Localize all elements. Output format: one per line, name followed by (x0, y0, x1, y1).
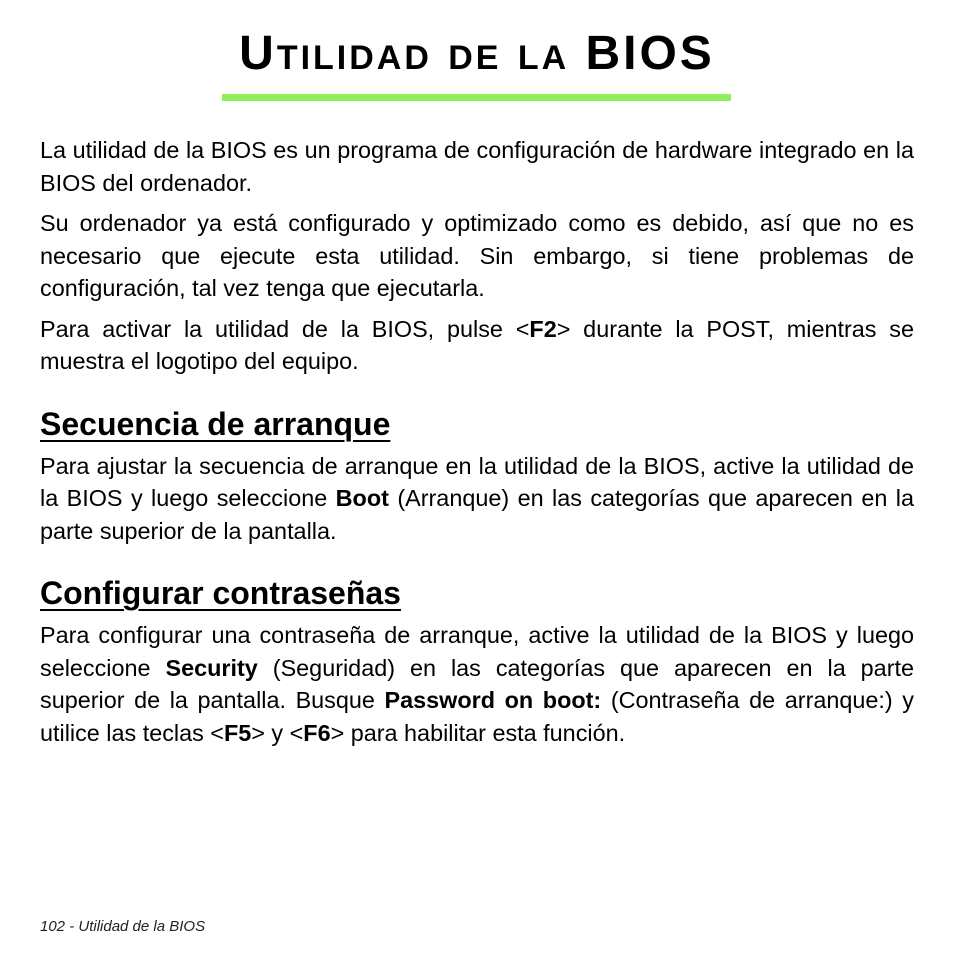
key-f6: F6 (303, 719, 331, 746)
title-underline-bar (222, 94, 731, 101)
key-f2: F2 (529, 315, 557, 342)
security-menu-term: Security (165, 654, 258, 681)
text-run: (Arranque) en las categorías que aparecen en la parte superior de la pantalla. (40, 485, 915, 544)
passwords-paragraph (40, 619, 914, 749)
text-run: Para ajustar la secuencia de arranque en la utilidad de la BIOS, active la utilidad de la BIOS y luego seleccione (40, 452, 914, 511)
intro-paragraph-1: La utilidad de la BIOS es un programa de configuración de hardware integrado en la BIOS del ordenador. (40, 137, 914, 196)
text-run: > y < (251, 719, 304, 746)
page-footer: 102 - Utilidad de la BIOS (40, 918, 206, 935)
section-heading-boot-sequence: Secuencia de arranque (40, 405, 391, 442)
intro-paragraph-2: Su ordenador ya está configurado y optimizado como es debido, así que no es necesario que ejecute esta utilidad. Sin embargo, si tiene problemas de configuración, tal vez tenga que ejecutarla. (40, 210, 914, 301)
section-heading-passwords: Configurar contraseñas (40, 575, 401, 611)
text-run: (Contraseña de arranque:) y utilice las teclas < (40, 687, 914, 746)
text-run: > para habilitar esta función. (330, 719, 626, 746)
page-title: Utilidad de la BIOS (239, 27, 715, 80)
text-run: (Seguridad) en las categorías que aparecen en la parte superior de la pantalla. Busque (40, 654, 914, 713)
boot-menu-term: Boot (335, 485, 389, 511)
main-content (40, 134, 914, 757)
intro-paragraph-3 (40, 313, 914, 378)
text-run: > durante la POST, mientras se muestra el logotipo del equipo. (40, 315, 914, 374)
key-f5: F5 (223, 719, 252, 746)
password-on-boot-term: Password on boot: (384, 687, 602, 713)
text-run: Para activar la utilidad de la BIOS, pulse < (40, 315, 530, 342)
boot-sequence-paragraph (40, 450, 914, 548)
text-run: Para configurar una contraseña de arranque, active la utilidad de la BIOS y luego seleccione (40, 622, 914, 681)
